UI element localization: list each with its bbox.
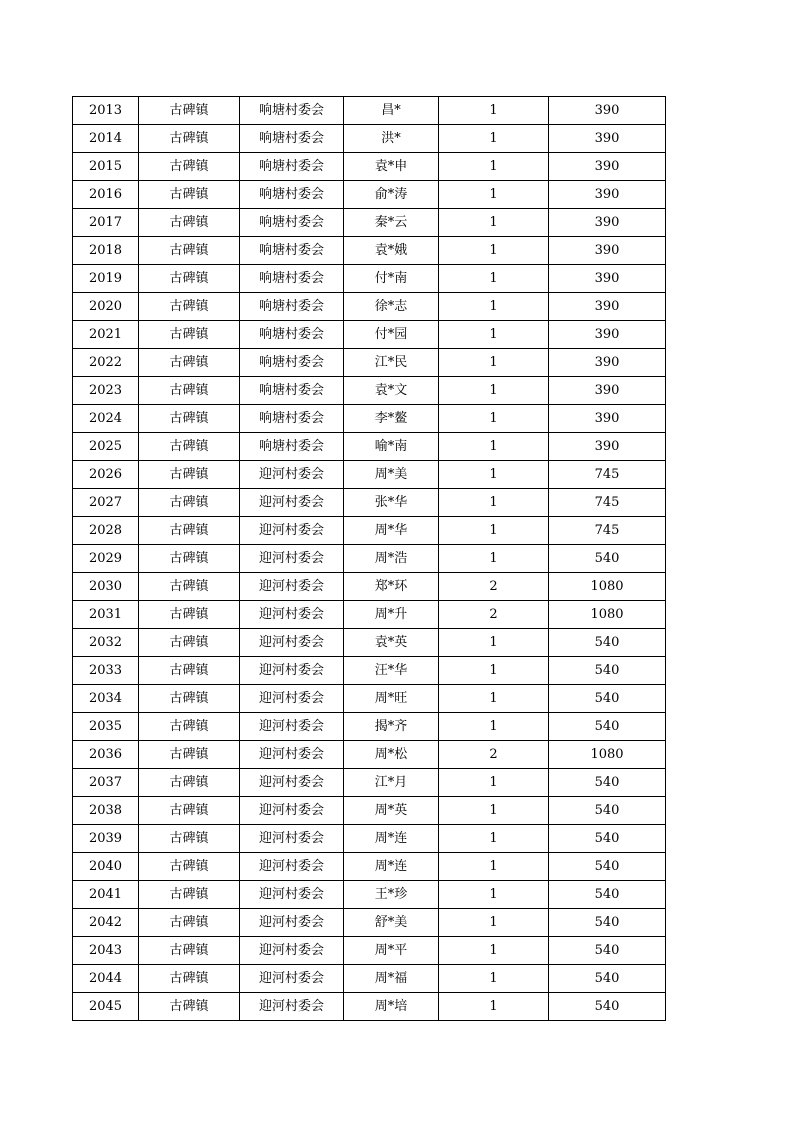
village-committee-cell: 迎河村委会 <box>240 713 344 741</box>
row-number-cell: 2014 <box>73 125 139 153</box>
amount-cell: 390 <box>549 377 666 405</box>
table-row <box>73 657 666 685</box>
town-cell: 古碑镇 <box>139 657 240 685</box>
amount-cell: 1080 <box>549 601 666 629</box>
village-committee-cell: 迎河村委会 <box>240 545 344 573</box>
town-cell: 古碑镇 <box>139 881 240 909</box>
amount-cell: 540 <box>549 629 666 657</box>
amount-cell: 1080 <box>549 741 666 769</box>
row-number-cell: 2026 <box>73 461 139 489</box>
person-name-cell: 江*民 <box>344 349 439 377</box>
village-committee-cell: 响塘村委会 <box>240 405 344 433</box>
amount-cell: 390 <box>549 237 666 265</box>
person-count-cell: 2 <box>439 573 549 601</box>
person-name-cell: 秦*云 <box>344 209 439 237</box>
row-number-cell: 2013 <box>73 97 139 125</box>
person-count-cell: 1 <box>439 853 549 881</box>
row-number-cell: 2027 <box>73 489 139 517</box>
amount-cell: 1080 <box>549 573 666 601</box>
table-row <box>73 349 666 377</box>
village-committee-cell: 迎河村委会 <box>240 909 344 937</box>
village-committee-cell: 迎河村委会 <box>240 825 344 853</box>
amount-cell: 540 <box>549 657 666 685</box>
person-name-cell: 周*连 <box>344 825 439 853</box>
person-count-cell: 1 <box>439 153 549 181</box>
person-count-cell: 1 <box>439 797 549 825</box>
row-number-cell: 2038 <box>73 797 139 825</box>
person-count-cell: 1 <box>439 657 549 685</box>
person-count-cell: 1 <box>439 937 549 965</box>
village-committee-cell: 响塘村委会 <box>240 97 344 125</box>
amount-cell: 540 <box>549 853 666 881</box>
amount-cell: 540 <box>549 685 666 713</box>
table-row <box>73 209 666 237</box>
table-row <box>73 937 666 965</box>
person-name-cell: 袁*申 <box>344 153 439 181</box>
table-row <box>73 433 666 461</box>
person-name-cell: 周*英 <box>344 797 439 825</box>
town-cell: 古碑镇 <box>139 97 240 125</box>
row-number-cell: 2020 <box>73 293 139 321</box>
row-number-cell: 2045 <box>73 993 139 1021</box>
row-number-cell: 2017 <box>73 209 139 237</box>
amount-cell: 540 <box>549 825 666 853</box>
town-cell: 古碑镇 <box>139 209 240 237</box>
table-row <box>73 965 666 993</box>
town-cell: 古碑镇 <box>139 797 240 825</box>
row-number-cell: 2039 <box>73 825 139 853</box>
amount-cell: 540 <box>549 937 666 965</box>
amount-cell: 390 <box>549 97 666 125</box>
town-cell: 古碑镇 <box>139 321 240 349</box>
row-number-cell: 2032 <box>73 629 139 657</box>
row-number-cell: 2033 <box>73 657 139 685</box>
person-name-cell: 揭*齐 <box>344 713 439 741</box>
person-count-cell: 1 <box>439 825 549 853</box>
town-cell: 古碑镇 <box>139 181 240 209</box>
amount-cell: 390 <box>549 125 666 153</box>
person-count-cell: 1 <box>439 909 549 937</box>
table-row <box>73 601 666 629</box>
town-cell: 古碑镇 <box>139 629 240 657</box>
town-cell: 古碑镇 <box>139 741 240 769</box>
village-committee-cell: 迎河村委会 <box>240 657 344 685</box>
person-count-cell: 1 <box>439 237 549 265</box>
village-committee-cell: 响塘村委会 <box>240 153 344 181</box>
row-number-cell: 2018 <box>73 237 139 265</box>
town-cell: 古碑镇 <box>139 517 240 545</box>
village-committee-cell: 响塘村委会 <box>240 125 344 153</box>
person-count-cell: 1 <box>439 881 549 909</box>
person-count-cell: 1 <box>439 321 549 349</box>
town-cell: 古碑镇 <box>139 265 240 293</box>
row-number-cell: 2024 <box>73 405 139 433</box>
person-count-cell: 1 <box>439 545 549 573</box>
person-name-cell: 付*南 <box>344 265 439 293</box>
town-cell: 古碑镇 <box>139 545 240 573</box>
village-committee-cell: 响塘村委会 <box>240 237 344 265</box>
town-cell: 古碑镇 <box>139 965 240 993</box>
table-row <box>73 573 666 601</box>
village-committee-cell: 迎河村委会 <box>240 629 344 657</box>
row-number-cell: 2031 <box>73 601 139 629</box>
amount-cell: 390 <box>549 153 666 181</box>
person-count-cell: 1 <box>439 293 549 321</box>
town-cell: 古碑镇 <box>139 825 240 853</box>
amount-cell: 390 <box>549 265 666 293</box>
row-number-cell: 2042 <box>73 909 139 937</box>
table-row <box>73 545 666 573</box>
village-committee-cell: 迎河村委会 <box>240 573 344 601</box>
town-cell: 古碑镇 <box>139 769 240 797</box>
person-name-cell: 周*连 <box>344 853 439 881</box>
amount-cell: 390 <box>549 321 666 349</box>
person-name-cell: 张*华 <box>344 489 439 517</box>
town-cell: 古碑镇 <box>139 153 240 181</box>
table-row <box>73 405 666 433</box>
row-number-cell: 2025 <box>73 433 139 461</box>
person-name-cell: 洪* <box>344 125 439 153</box>
person-name-cell: 周*旺 <box>344 685 439 713</box>
village-committee-cell: 迎河村委会 <box>240 769 344 797</box>
town-cell: 古碑镇 <box>139 909 240 937</box>
village-committee-cell: 迎河村委会 <box>240 881 344 909</box>
person-count-cell: 1 <box>439 517 549 545</box>
village-committee-cell: 迎河村委会 <box>240 937 344 965</box>
town-cell: 古碑镇 <box>139 461 240 489</box>
table-row <box>73 377 666 405</box>
table-row <box>73 629 666 657</box>
person-count-cell: 2 <box>439 741 549 769</box>
town-cell: 古碑镇 <box>139 377 240 405</box>
row-number-cell: 2043 <box>73 937 139 965</box>
person-count-cell: 1 <box>439 97 549 125</box>
person-count-cell: 1 <box>439 125 549 153</box>
row-number-cell: 2019 <box>73 265 139 293</box>
person-count-cell: 1 <box>439 769 549 797</box>
row-number-cell: 2029 <box>73 545 139 573</box>
amount-cell: 390 <box>549 209 666 237</box>
town-cell: 古碑镇 <box>139 125 240 153</box>
table-row <box>73 769 666 797</box>
village-committee-cell: 迎河村委会 <box>240 517 344 545</box>
town-cell: 古碑镇 <box>139 573 240 601</box>
table-row <box>73 713 666 741</box>
town-cell: 古碑镇 <box>139 993 240 1021</box>
table-row <box>73 153 666 181</box>
row-number-cell: 2034 <box>73 685 139 713</box>
person-name-cell: 周*松 <box>344 741 439 769</box>
table-row <box>73 517 666 545</box>
town-cell: 古碑镇 <box>139 293 240 321</box>
person-name-cell: 袁*英 <box>344 629 439 657</box>
table-row <box>73 181 666 209</box>
person-name-cell: 周*浩 <box>344 545 439 573</box>
person-name-cell: 周*升 <box>344 601 439 629</box>
person-name-cell: 周*平 <box>344 937 439 965</box>
person-count-cell: 1 <box>439 265 549 293</box>
row-number-cell: 2015 <box>73 153 139 181</box>
table-row <box>73 461 666 489</box>
town-cell: 古碑镇 <box>139 853 240 881</box>
row-number-cell: 2030 <box>73 573 139 601</box>
row-number-cell: 2037 <box>73 769 139 797</box>
person-count-cell: 1 <box>439 629 549 657</box>
village-committee-cell: 响塘村委会 <box>240 293 344 321</box>
town-cell: 古碑镇 <box>139 601 240 629</box>
table-row <box>73 909 666 937</box>
person-name-cell: 袁*娥 <box>344 237 439 265</box>
village-committee-cell: 响塘村委会 <box>240 433 344 461</box>
village-committee-cell: 响塘村委会 <box>240 349 344 377</box>
amount-cell: 540 <box>549 545 666 573</box>
table-row <box>73 321 666 349</box>
amount-cell: 540 <box>549 769 666 797</box>
village-committee-cell: 响塘村委会 <box>240 265 344 293</box>
town-cell: 古碑镇 <box>139 713 240 741</box>
town-cell: 古碑镇 <box>139 685 240 713</box>
village-committee-cell: 迎河村委会 <box>240 461 344 489</box>
person-name-cell: 王*珍 <box>344 881 439 909</box>
person-name-cell: 周*福 <box>344 965 439 993</box>
amount-cell: 745 <box>549 461 666 489</box>
table-row <box>73 489 666 517</box>
person-name-cell: 汪*华 <box>344 657 439 685</box>
table-row <box>73 265 666 293</box>
amount-cell: 390 <box>549 181 666 209</box>
person-count-cell: 1 <box>439 377 549 405</box>
table-row <box>73 741 666 769</box>
village-committee-cell: 迎河村委会 <box>240 489 344 517</box>
person-count-cell: 1 <box>439 993 549 1021</box>
row-number-cell: 2028 <box>73 517 139 545</box>
table-row <box>73 237 666 265</box>
amount-cell: 540 <box>549 965 666 993</box>
town-cell: 古碑镇 <box>139 349 240 377</box>
row-number-cell: 2021 <box>73 321 139 349</box>
amount-cell: 390 <box>549 349 666 377</box>
person-count-cell: 1 <box>439 405 549 433</box>
amount-cell: 540 <box>549 909 666 937</box>
person-name-cell: 付*园 <box>344 321 439 349</box>
row-number-cell: 2036 <box>73 741 139 769</box>
table-row <box>73 293 666 321</box>
person-name-cell: 喻*南 <box>344 433 439 461</box>
village-committee-cell: 迎河村委会 <box>240 993 344 1021</box>
village-committee-cell: 响塘村委会 <box>240 181 344 209</box>
table-row <box>73 853 666 881</box>
table-row <box>73 797 666 825</box>
row-number-cell: 2023 <box>73 377 139 405</box>
village-committee-cell: 迎河村委会 <box>240 797 344 825</box>
table-row <box>73 685 666 713</box>
table-row <box>73 97 666 125</box>
person-count-cell: 1 <box>439 433 549 461</box>
village-committee-cell: 迎河村委会 <box>240 741 344 769</box>
table-row <box>73 881 666 909</box>
person-name-cell: 李*鳌 <box>344 405 439 433</box>
amount-cell: 540 <box>549 797 666 825</box>
town-cell: 古碑镇 <box>139 237 240 265</box>
person-name-cell: 舒*美 <box>344 909 439 937</box>
amount-cell: 540 <box>549 881 666 909</box>
person-count-cell: 2 <box>439 601 549 629</box>
person-name-cell: 徐*志 <box>344 293 439 321</box>
person-count-cell: 1 <box>439 349 549 377</box>
town-cell: 古碑镇 <box>139 489 240 517</box>
person-name-cell: 俞*涛 <box>344 181 439 209</box>
person-name-cell: 昌* <box>344 97 439 125</box>
roster-table <box>72 96 666 1021</box>
amount-cell: 390 <box>549 405 666 433</box>
person-count-cell: 1 <box>439 713 549 741</box>
amount-cell: 540 <box>549 993 666 1021</box>
amount-cell: 390 <box>549 293 666 321</box>
row-number-cell: 2022 <box>73 349 139 377</box>
person-name-cell: 周*培 <box>344 993 439 1021</box>
table-row <box>73 125 666 153</box>
person-count-cell: 1 <box>439 181 549 209</box>
person-name-cell: 周*美 <box>344 461 439 489</box>
village-committee-cell: 迎河村委会 <box>240 601 344 629</box>
amount-cell: 540 <box>549 713 666 741</box>
town-cell: 古碑镇 <box>139 937 240 965</box>
village-committee-cell: 响塘村委会 <box>240 321 344 349</box>
person-name-cell: 周*华 <box>344 517 439 545</box>
person-count-cell: 1 <box>439 461 549 489</box>
person-count-cell: 1 <box>439 685 549 713</box>
village-committee-cell: 响塘村委会 <box>240 377 344 405</box>
row-number-cell: 2035 <box>73 713 139 741</box>
person-name-cell: 郑*环 <box>344 573 439 601</box>
person-name-cell: 江*月 <box>344 769 439 797</box>
village-committee-cell: 迎河村委会 <box>240 965 344 993</box>
table-row <box>73 993 666 1021</box>
person-count-cell: 1 <box>439 209 549 237</box>
row-number-cell: 2044 <box>73 965 139 993</box>
amount-cell: 390 <box>549 433 666 461</box>
person-count-cell: 1 <box>439 489 549 517</box>
amount-cell: 745 <box>549 517 666 545</box>
person-count-cell: 1 <box>439 965 549 993</box>
town-cell: 古碑镇 <box>139 433 240 461</box>
row-number-cell: 2041 <box>73 881 139 909</box>
roster-table-body <box>73 97 666 1021</box>
village-committee-cell: 响塘村委会 <box>240 209 344 237</box>
row-number-cell: 2016 <box>73 181 139 209</box>
amount-cell: 745 <box>549 489 666 517</box>
village-committee-cell: 迎河村委会 <box>240 685 344 713</box>
person-name-cell: 袁*文 <box>344 377 439 405</box>
village-committee-cell: 迎河村委会 <box>240 853 344 881</box>
table-row <box>73 825 666 853</box>
town-cell: 古碑镇 <box>139 405 240 433</box>
row-number-cell: 2040 <box>73 853 139 881</box>
